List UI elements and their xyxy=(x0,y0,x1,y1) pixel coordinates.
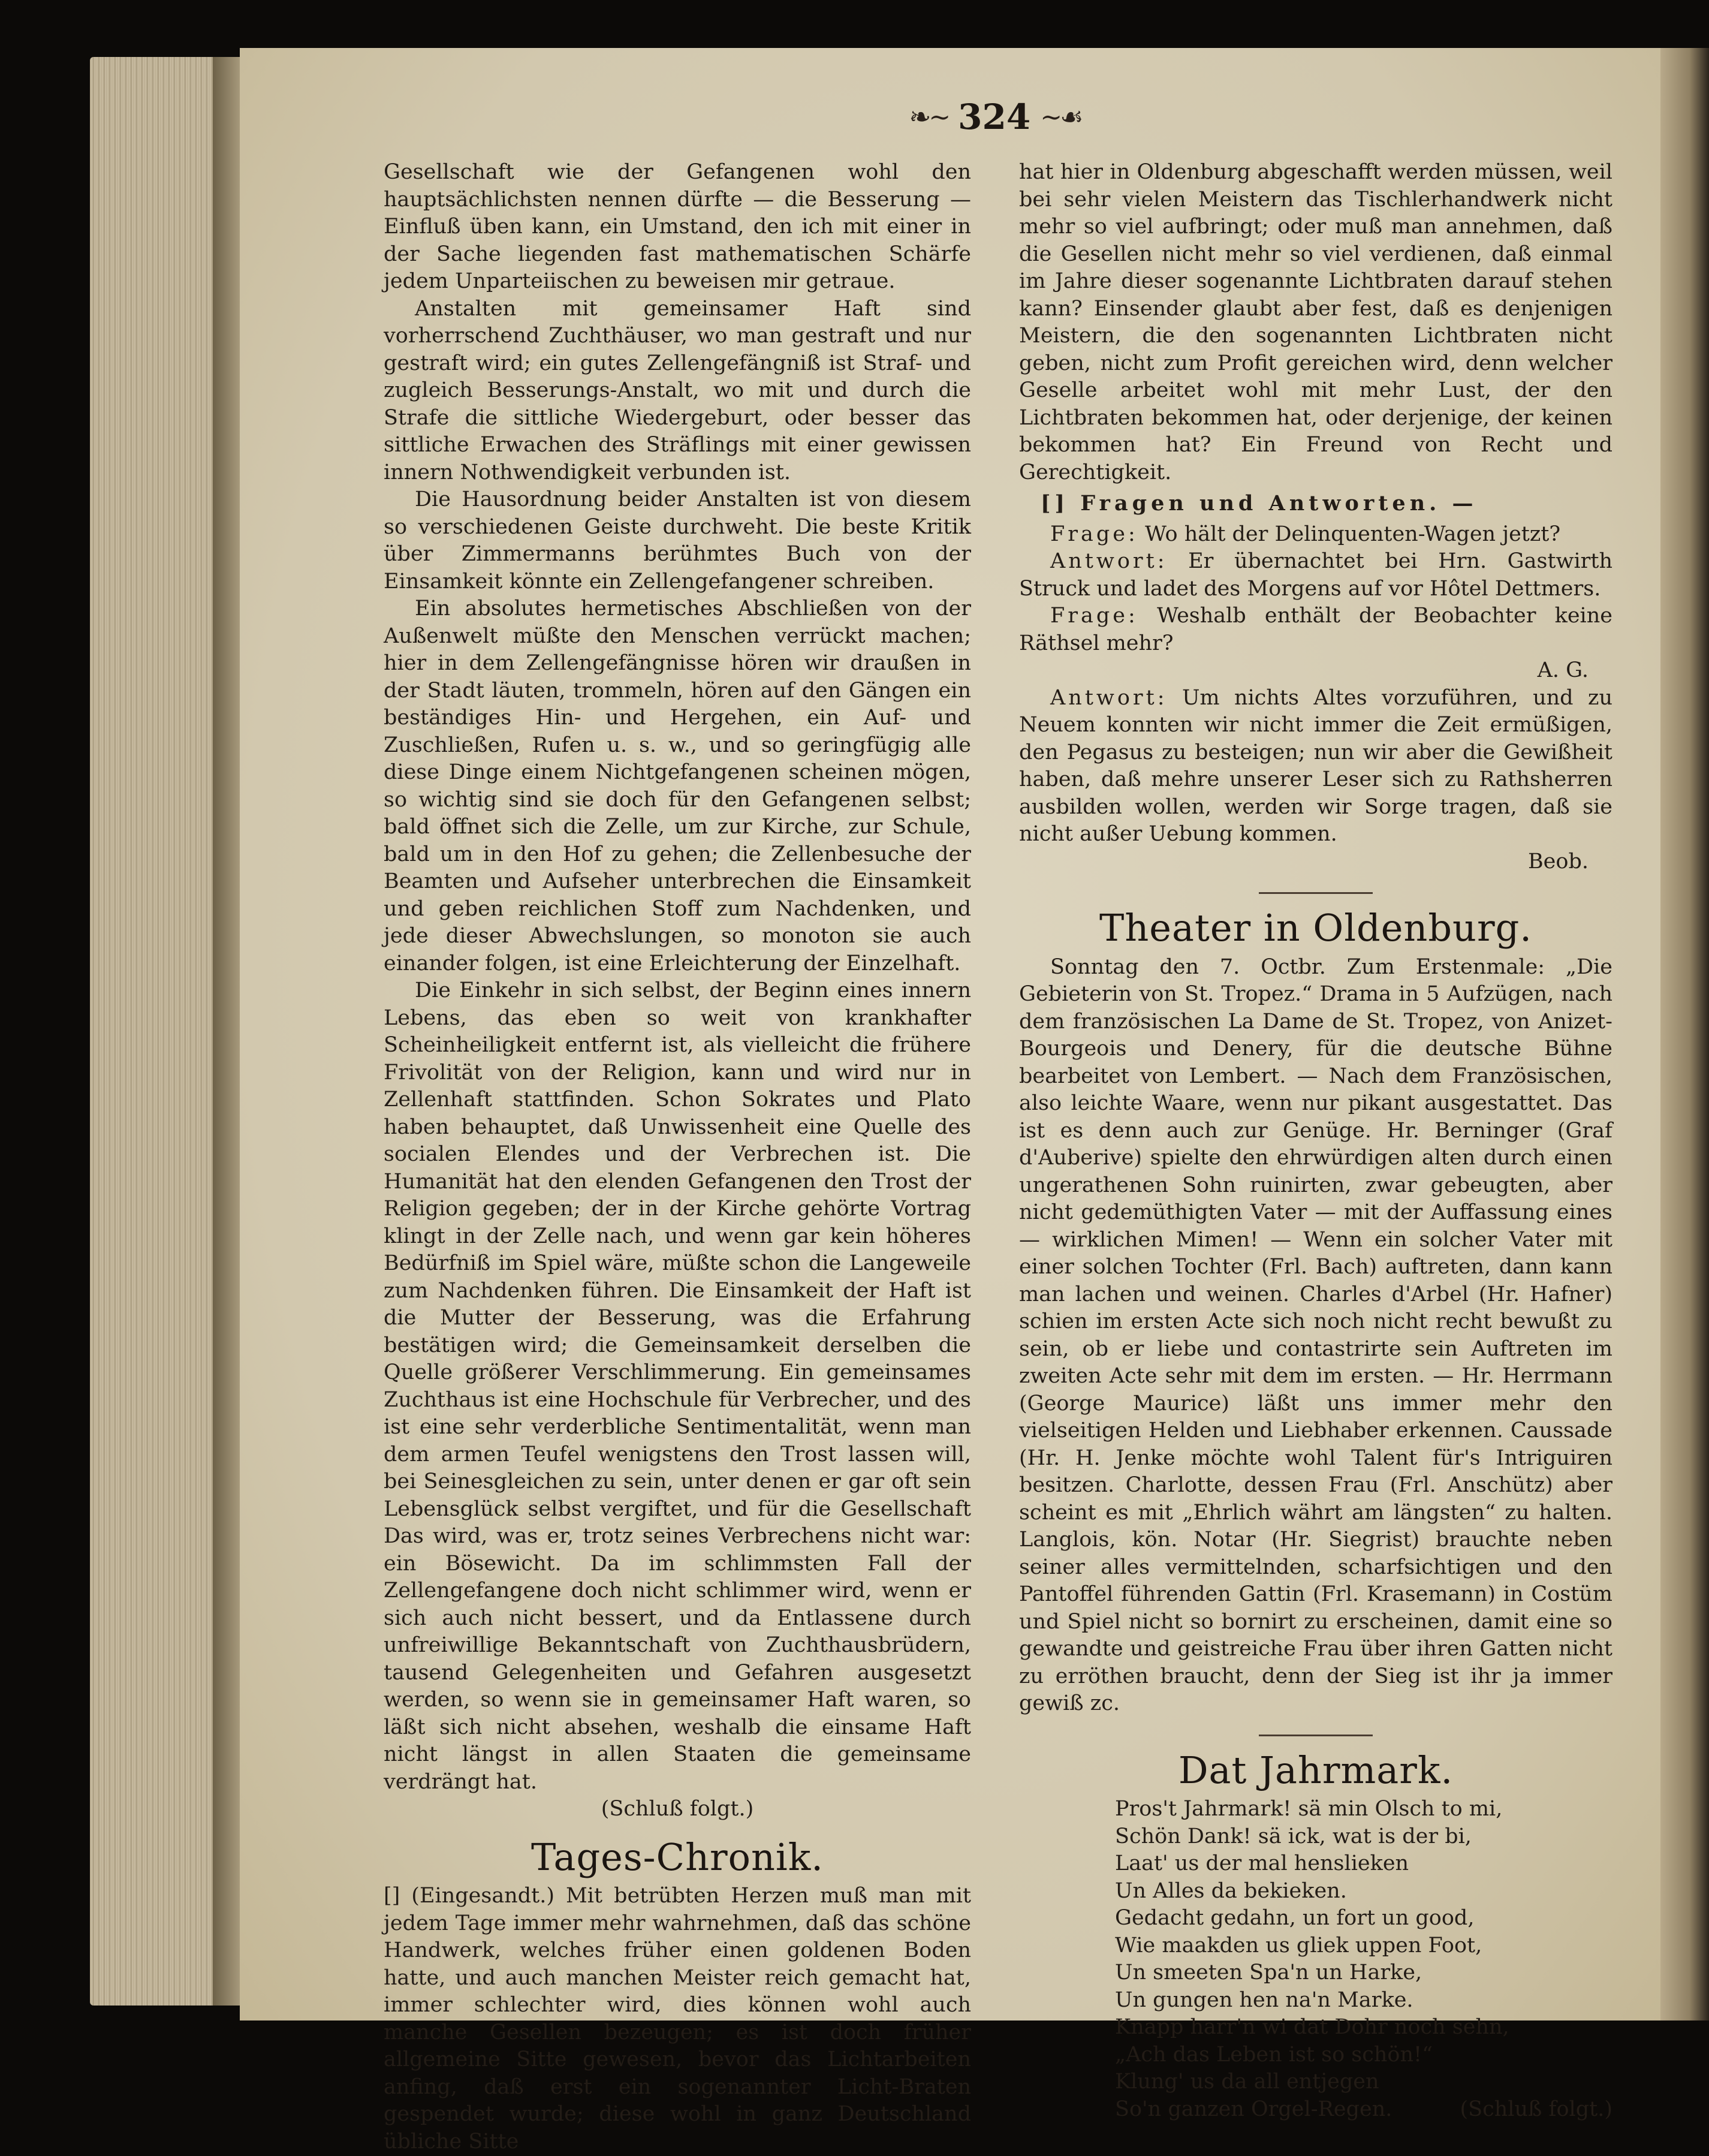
poem-line: „Ach das Leben ist so schön!“ xyxy=(1115,2042,1433,2067)
book-page-edges xyxy=(90,57,216,2006)
poem-line: Wie maakden us gliek uppen Foot, xyxy=(1115,1933,1482,1958)
chronik-title: Tages-Chronik. xyxy=(531,1835,824,1879)
chronik-paragraph: [] (Eingesandt.) Mit betrübten Herzen muß man mit jedem Tage immer mehr wahrnehmen, daß das schöne Handwerk, welches früher einen goldenen Boden hatte, und auch manchen Meister reich gemacht hat, immer schlechter wird, dies können wohl auch manche Gesellen bezeugen; es ist doch früher allgemeine Sitte gewesen, bevor das Lichtarbeiten anfing, daß erst ein sogenannter Licht-Braten gespendet wurde; diese wohl in ganz Deutschland übliche Sitte xyxy=(384,1884,971,2154)
article-paragraph: Gesellschaft wie der Gefangenen wohl den hauptsächlichsten nennen dürfte — die Besserung — Einfluß üben kann, ein Umstand, den ich mit einer in der Sache liegenden fast mathematischen Schärfe jedem Unparteiischen zu beweisen mir getraue. xyxy=(384,160,971,293)
qa-label: Frage: xyxy=(1050,522,1138,546)
right-ornament-icon: ∼☙ xyxy=(1040,101,1081,133)
poem-line: So'n ganzen Orgel-Regen. xyxy=(1115,2097,1392,2121)
poem-last-row xyxy=(1115,2096,1612,2124)
page-number: 324 xyxy=(958,97,1031,137)
left-column xyxy=(384,159,971,2155)
poem-line: Pros't Jahrmark! sä min Olsch to mi, xyxy=(1115,1797,1503,1821)
qa-signature-initials: A. G. xyxy=(1537,658,1589,682)
qa-label: Antwort: xyxy=(1050,549,1168,573)
continued-note: (Schluß folgt.) xyxy=(1460,2097,1612,2121)
article-paragraph: Anstalten mit gemeinsamer Haft sind vorherrschend Zuchthäuser, wo man gestraft und nur gestraft wird; ein gutes Zellengefängniß ist Straf- und zugleich Besserungs-Anstalt, wo mit und durch die Strafe die sittliche Wiedergeburt, oder besser das sittliche Erwachen des Sträflings mit einer gewissen innern Nothwendigkeit verbunden ist. xyxy=(384,296,971,484)
fragen-heading: [] Fragen und Antworten. — xyxy=(1041,491,1478,516)
chronik-continuation: hat hier in Oldenburg abgeschafft werden müssen, weil bei sehr vielen Meistern das Tischlerhandwerk nicht mehr so viel aufbringt; oder muß man annehmen, daß die Gesellen nicht mehr so viel verdienen, daß einmal im Jahre dieser sogenannte Lichtbraten darauf stehen kann? Einsender glaubt aber fest, daß es denjenigen Meistern, die den sogenannten Lichtbraten nicht geben, nicht zum Profit gereichen wird, denn welcher Geselle arbeitet wohl mit mehr Lust, der den Lichtbraten bekommen hat, oder derjenige, der keinen bekommen hat? Ein Freund von Recht und Gerechtigkeit. xyxy=(1019,160,1612,484)
qa-text: Wo hält der Delinquenten-Wagen jetzt? xyxy=(1144,522,1561,546)
poem-line: Un gungen hen na'n Marke. xyxy=(1115,1988,1413,2012)
poem-line: Schön Dank! sä ick, wat is der bi, xyxy=(1115,1824,1472,1848)
poem xyxy=(1115,1796,1612,2096)
qa-item xyxy=(1019,603,1612,657)
theater-title: Theater in Oldenburg. xyxy=(1099,906,1532,950)
poem-line: Laat' us der mal henslieken xyxy=(1115,1851,1409,1875)
qa-item xyxy=(1019,685,1612,848)
page-header xyxy=(887,90,1103,144)
poem-line: Un smeeten Spa'n un Harke, xyxy=(1115,1961,1422,1985)
section-divider xyxy=(1259,1735,1373,1736)
qa-label: Frage: xyxy=(1050,604,1138,628)
article-paragraph: Die Hausordnung beider Anstalten ist von diesem so verschiedenen Geiste durchweht. Die beste Kritik über Zimmermanns berühmtes Buch von der Einsamkeit könnte ein Zellengefangener schreiben. xyxy=(384,487,971,594)
qa-item xyxy=(1019,521,1612,549)
section-divider xyxy=(1259,892,1373,894)
article-paragraph: Ein absolutes hermetisches Abschließen von der Außenwelt müßte den Menschen verrückt machen; hier in dem Zellengefängnisse hören wir draußen in der Stadt läuten, trommeln, hören auf den Gängen ein beständiges Hin- und Hergehen, ein Auf- und Zuschließen, Rufen u. s. w., und so geringfügig alle diese Dinge einem Nichtgefangenen scheinen mögen, so wichtig sind sie doch für den Gefangenen selbst; bald öffnet sich die Zelle, um zur Kirche, zur Schule, bald um in den Hof zu gehen; die Zellenbesuche der Beamten und Aufseher unterbrechen die Einsamkeit und geben reichlichen Stoff zum Nachdenken, und jede dieser Abwechslungen, so monoton sie auch einander folgen, ist eine Erleichterung der Einzelhaft. xyxy=(384,597,971,975)
qa-text: Um nichts Altes vorzuführen, und zu Neuem konnten wir nicht immer die Zeit ermüßigen, den Pegasus zu besteigen; nun wir aber die Gewißheit haben, daß mehre unserer Leser sich zu Rathsherren ausbilden wollen, werden wir Sorge tragen, daß sie nicht außer Uebung kommen. xyxy=(1019,685,1612,846)
poem-line: Klung' us da all entjegen xyxy=(1115,2070,1379,2094)
qa-text: Weshalb enthält der Beobachter keine Räthsel mehr? xyxy=(1019,604,1612,655)
continued-note: (Schluß folgt.) xyxy=(601,1797,754,1821)
qa-label: Antwort: xyxy=(1050,685,1168,710)
qa-text: Er übernachtet bei Hrn. Gastwirth Struck und ladet des Morgens auf vor Hôtel Dettmers. xyxy=(1019,549,1612,601)
qa-signature: Beob. xyxy=(1527,849,1589,874)
poem-line: Gedacht gedahn, un fort un good, xyxy=(1115,1906,1475,1930)
article-paragraph: Die Einkehr in sich selbst, der Beginn eines innern Lebens, das eben so weit von krankhafter Scheinheiligkeit entfernt ist, als vielleicht die frühere Frivolität von der Religion, kann und wird nur in Zellenhaft stattfinden. Schon Sokrates und Plato haben behauptet, daß Unwissenheit eine Quelle des socialen Elendes und der Verbrechen ist. Die Humanität hat den elenden Gefangenen den Trost der Religion gegeben; der in der Kirche gehörte Vortrag klingt in der Zelle nach, und wenn gar kein höheres Bedürfniß im Spiel wäre, müßte schon die Langeweile zum Nachdenken führen. Die Einsamkeit der Haft ist die Mutter der Besserung, was die Erfahrung bestätigen wird; die Gemeinsamkeit derselben die Quelle größerer Verschlimmerung. Ein gemeinsames Zuchthaus ist eine Hochschule für Verbrecher, und des ist eine sehr verderbliche Sentimentalität, wenn man dem armen Teufel wenigstens den Trost lassen will, bei Seinesgleichen zu sein, unter denen er gar oft sein Lebensglück selbst vergiftet, und für die Gesellschaft Das wird, was er, trotz seines Verbrechens nicht war: ein Bösewicht. Da im schlimmsten Fall der Zellengefangene doch nicht schlimmer wird, wenn er sich auch nicht bessert, und da Entlassene durch unfreiwillige Bekanntschaft von Zuchthausbrüdern, tausend Gelegenheiten und Gefahren ausgesetzt werden, so wenn sie in gemeinsamer Haft waren, so läßt sich nicht absehen, weshalb die einsame Haft nicht längst in allen Staaten die gemeinsame verdrängt hat. xyxy=(384,978,971,1794)
theater-paragraph: Sonntag den 7. Octbr. Zum Erstenmale: „Die Gebieterin von St. Tropez.“ Drama in 5 Aufzügen, nach dem französischen La Dame de St. Tropez, von Anizet-Bourgeois und Denery, für die deutsche Bühne bearbeitet von Lembert. — Nach dem Französischen, also leichte Waare, wenn nur pikant ausgestattet. Das ist es denn auch zur Genüge. Hr. Berninger (Graf d'Auberive) spielte den ehrwürdigen alten durch einen ungerathenen Sohn ruinirten, zwar gebeugten, aber nicht gedemüthigten Vater — mit der Auffassung eines — wirklichen Mimen! — Wenn ein solcher Vater mit einer solchen Tochter (Frl. Bach) auftreten, dann kann man lachen und weinen. Charles d'Arbel (Hr. Hafner) schien im ersten Acte sich noch nicht recht bewußt zu sein, ob er liebe und contastrirte sein Auftreten im zweiten Acte sehr mit dem im ersten. — Hr. Herrmann (George Maurice) läßt uns immer mehr den vielseitigen Helden und Liebhaber erkennen. Caussade (Hr. H. Jenke möchte wohl Talent für's Intriguiren besitzen. Charlotte, dessen Frau (Frl. Anschütz) aber scheint es mit „Ehrlich währt am längsten“ zu halten. Langlois, kön. Notar (Hr. Siegrist) brauchte neben seiner alles vermittelnden, scharfsichtigen und den Pantoffel führenden Gattin (Frl. Krasemann) in Costüm und Spiel nicht so bornirt zu erscheinen, damit eine so gewandte und geistreiche Frau über ihren Gatten nicht zu erröthen braucht, denn der Sieg ist ihr ja immer gewiß zc. xyxy=(1019,954,1612,1715)
qa-item xyxy=(1019,548,1612,603)
poem-line: Knapp harr'n wi dat Dohr noch sehn, xyxy=(1115,2015,1509,2039)
poem-line: Un Alles da bekieken. xyxy=(1115,1878,1347,1903)
right-column xyxy=(1019,159,1612,2123)
poem-title: Dat Jahrmark. xyxy=(1178,1748,1454,1792)
facing-page-edge xyxy=(1660,48,1709,2021)
left-ornament-icon: ❧∼ xyxy=(909,101,949,133)
